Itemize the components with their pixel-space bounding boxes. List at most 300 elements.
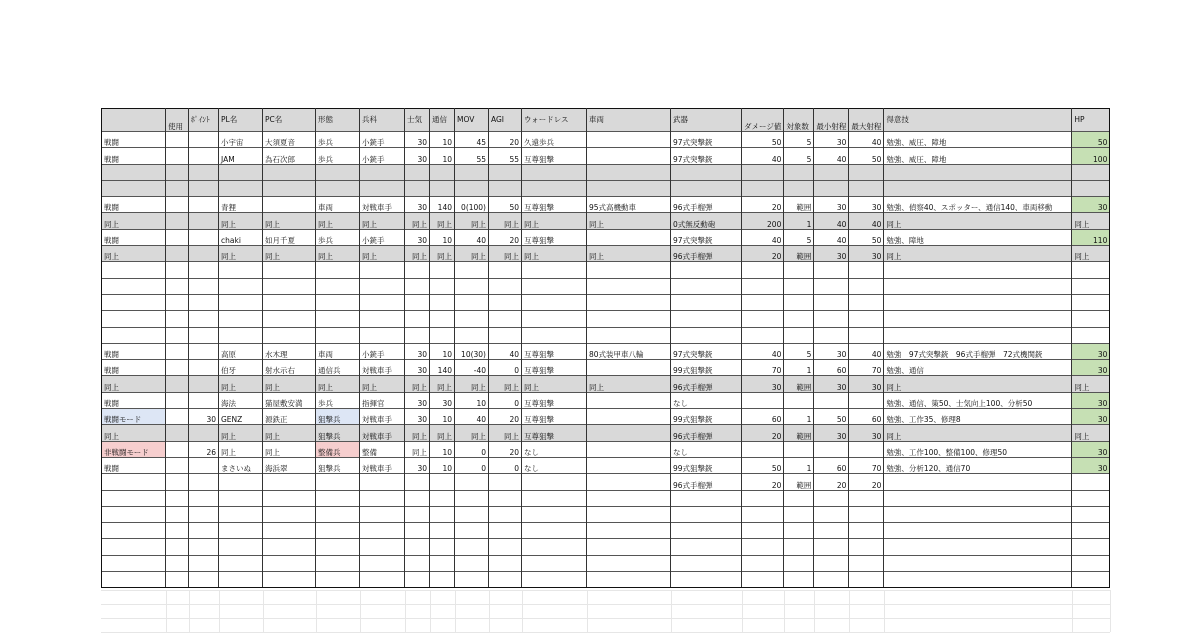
cell-damage[interactable]: ダメージ値 <box>742 109 784 132</box>
cell-agi[interactable]: 同上 <box>489 213 522 229</box>
cell-form[interactable] <box>316 327 360 343</box>
cell-mode[interactable] <box>102 311 166 327</box>
cell-comm[interactable] <box>430 180 455 196</box>
cell-comm[interactable]: 10 <box>430 229 455 245</box>
cell-mov[interactable] <box>455 539 489 555</box>
cell-wardress[interactable]: 互尊狙撃 <box>522 392 587 408</box>
cell-use[interactable] <box>166 457 189 473</box>
cell-weapon[interactable]: 96式手榴弾 <box>671 474 742 490</box>
cell-form[interactable] <box>316 506 360 522</box>
cell-max-range[interactable] <box>849 180 884 196</box>
cell-pl-name[interactable] <box>219 180 263 196</box>
cell-weapon[interactable] <box>671 180 742 196</box>
cell-max-range[interactable]: 20 <box>849 474 884 490</box>
cell-damage[interactable]: 50 <box>742 132 784 148</box>
cell-wardress[interactable] <box>522 311 587 327</box>
cell-skills[interactable]: 同上 <box>884 246 1072 262</box>
cell-damage[interactable]: 40 <box>742 229 784 245</box>
cell-form[interactable] <box>316 294 360 310</box>
cell-hp[interactable]: 30 <box>1072 457 1110 473</box>
cell-targets[interactable]: 対象数 <box>784 109 814 132</box>
cell-comm[interactable]: 通信 <box>430 109 455 132</box>
cell-hp[interactable] <box>1072 311 1110 327</box>
cell-agi[interactable]: 20 <box>489 132 522 148</box>
cell-skills[interactable]: 同上 <box>884 376 1072 392</box>
cell-pl-name[interactable]: 同上 <box>219 213 263 229</box>
cell-min-range[interactable] <box>814 278 849 294</box>
cell-mov[interactable] <box>455 180 489 196</box>
cell-mode[interactable] <box>102 490 166 506</box>
cell-min-range[interactable] <box>814 311 849 327</box>
cell-min-range[interactable] <box>814 572 849 588</box>
cell-pc-name[interactable] <box>263 327 316 343</box>
cell-pc-name[interactable]: PC名 <box>263 109 316 132</box>
cell-damage[interactable] <box>742 523 784 539</box>
cell-pc-name[interactable] <box>263 311 316 327</box>
cell-wardress[interactable] <box>522 474 587 490</box>
cell-branch[interactable] <box>360 164 405 180</box>
cell-mode[interactable]: 戦闘 <box>102 360 166 376</box>
cell-min-range[interactable] <box>814 555 849 571</box>
cell-morale[interactable]: 30 <box>405 343 430 359</box>
cell-damage[interactable] <box>742 294 784 310</box>
cell-pl-name[interactable] <box>219 539 263 555</box>
cell-branch[interactable]: 整備 <box>360 441 405 457</box>
cell-skills[interactable] <box>884 506 1072 522</box>
cell-form[interactable] <box>316 180 360 196</box>
cell-pc-name[interactable] <box>263 572 316 588</box>
cell-pc-name[interactable]: 射水示右 <box>263 360 316 376</box>
cell-max-range[interactable] <box>849 392 884 408</box>
cell-targets[interactable]: 範囲 <box>784 376 814 392</box>
cell-comm[interactable]: 同上 <box>430 425 455 441</box>
cell-wardress[interactable]: 互尊狙撃 <box>522 229 587 245</box>
cell-skills[interactable]: 得意技 <box>884 109 1072 132</box>
cell-comm[interactable]: 140 <box>430 360 455 376</box>
cell-max-range[interactable]: 70 <box>849 457 884 473</box>
cell-targets[interactable] <box>784 572 814 588</box>
cell-morale[interactable] <box>405 506 430 522</box>
cell-damage[interactable]: 40 <box>742 148 784 164</box>
cell-use[interactable] <box>166 327 189 343</box>
cell-min-range[interactable] <box>814 294 849 310</box>
cell-mov[interactable]: 0 <box>455 457 489 473</box>
cell-hp[interactable]: 100 <box>1072 148 1110 164</box>
cell-mov[interactable] <box>455 506 489 522</box>
cell-min-range[interactable] <box>814 392 849 408</box>
cell-skills[interactable] <box>884 572 1072 588</box>
cell-use[interactable] <box>166 262 189 278</box>
cell-skills[interactable] <box>884 180 1072 196</box>
cell-targets[interactable] <box>784 180 814 196</box>
cell-min-range[interactable]: 30 <box>814 376 849 392</box>
cell-skills[interactable]: 勉強、障地 <box>884 229 1072 245</box>
cell-skills[interactable]: 勉強、通信、策50、士気向上100、分析50 <box>884 392 1072 408</box>
cell-use[interactable] <box>166 132 189 148</box>
cell-min-range[interactable]: 30 <box>814 132 849 148</box>
cell-targets[interactable] <box>784 523 814 539</box>
cell-vehicle[interactable] <box>587 441 671 457</box>
cell-mov[interactable] <box>455 572 489 588</box>
cell-pl-name[interactable] <box>219 327 263 343</box>
cell-pl-name[interactable]: 同上 <box>219 425 263 441</box>
cell-use[interactable] <box>166 294 189 310</box>
cell-wardress[interactable]: 互尊狙撃 <box>522 409 587 425</box>
cell-points[interactable] <box>189 197 219 213</box>
cell-min-range[interactable] <box>814 441 849 457</box>
cell-points[interactable] <box>189 132 219 148</box>
cell-hp[interactable]: 30 <box>1072 343 1110 359</box>
cell-mode[interactable] <box>102 109 166 132</box>
cell-comm[interactable]: 10 <box>430 409 455 425</box>
cell-targets[interactable]: 範囲 <box>784 425 814 441</box>
cell-targets[interactable]: 5 <box>784 148 814 164</box>
cell-wardress[interactable] <box>522 555 587 571</box>
cell-agi[interactable]: AGI <box>489 109 522 132</box>
cell-points[interactable] <box>189 343 219 359</box>
cell-branch[interactable]: 小銃手 <box>360 148 405 164</box>
cell-form[interactable]: 通信兵 <box>316 360 360 376</box>
cell-vehicle[interactable] <box>587 392 671 408</box>
cell-pc-name[interactable] <box>263 294 316 310</box>
cell-mov[interactable] <box>455 164 489 180</box>
cell-pl-name[interactable]: 青狸 <box>219 197 263 213</box>
cell-morale[interactable] <box>405 262 430 278</box>
cell-hp[interactable] <box>1072 490 1110 506</box>
cell-min-range[interactable] <box>814 262 849 278</box>
cell-branch[interactable] <box>360 327 405 343</box>
cell-min-range[interactable]: 60 <box>814 457 849 473</box>
cell-max-range[interactable] <box>849 572 884 588</box>
cell-pl-name[interactable]: chaki <box>219 229 263 245</box>
cell-pc-name[interactable] <box>263 506 316 522</box>
cell-pc-name[interactable]: 同上 <box>263 441 316 457</box>
cell-hp[interactable]: 30 <box>1072 392 1110 408</box>
cell-wardress[interactable] <box>522 164 587 180</box>
cell-wardress[interactable]: 互尊狙撃 <box>522 148 587 164</box>
cell-vehicle[interactable] <box>587 132 671 148</box>
cell-comm[interactable] <box>430 555 455 571</box>
cell-max-range[interactable]: 30 <box>849 425 884 441</box>
cell-branch[interactable]: 同上 <box>360 246 405 262</box>
cell-wardress[interactable] <box>522 294 587 310</box>
cell-hp[interactable]: 30 <box>1072 360 1110 376</box>
cell-form[interactable] <box>316 278 360 294</box>
cell-morale[interactable] <box>405 278 430 294</box>
cell-max-range[interactable]: 30 <box>849 376 884 392</box>
cell-min-range[interactable] <box>814 506 849 522</box>
cell-agi[interactable] <box>489 539 522 555</box>
cell-agi[interactable]: 50 <box>489 197 522 213</box>
cell-form[interactable]: 同上 <box>316 213 360 229</box>
cell-morale[interactable] <box>405 490 430 506</box>
cell-wardress[interactable]: 互尊狙撃 <box>522 197 587 213</box>
cell-form[interactable] <box>316 262 360 278</box>
cell-form[interactable]: 車両 <box>316 343 360 359</box>
cell-skills[interactable]: 勉強、偵察40、スポッター、通信140、車両移動 <box>884 197 1072 213</box>
cell-morale[interactable]: 同上 <box>405 376 430 392</box>
cell-damage[interactable] <box>742 327 784 343</box>
cell-use[interactable] <box>166 523 189 539</box>
cell-points[interactable] <box>189 294 219 310</box>
cell-mov[interactable]: 同上 <box>455 425 489 441</box>
cell-morale[interactable] <box>405 539 430 555</box>
cell-form[interactable]: 歩兵 <box>316 148 360 164</box>
cell-hp[interactable]: 30 <box>1072 197 1110 213</box>
cell-morale[interactable] <box>405 555 430 571</box>
cell-min-range[interactable] <box>814 490 849 506</box>
cell-max-range[interactable]: 70 <box>849 360 884 376</box>
cell-hp[interactable] <box>1072 539 1110 555</box>
cell-branch[interactable]: 同上 <box>360 376 405 392</box>
cell-weapon[interactable] <box>671 327 742 343</box>
cell-points[interactable] <box>189 180 219 196</box>
cell-points[interactable] <box>189 278 219 294</box>
cell-agi[interactable]: 20 <box>489 229 522 245</box>
cell-weapon[interactable] <box>671 490 742 506</box>
cell-pc-name[interactable]: 海浜翠 <box>263 457 316 473</box>
cell-vehicle[interactable] <box>587 311 671 327</box>
cell-wardress[interactable] <box>522 506 587 522</box>
cell-pl-name[interactable] <box>219 474 263 490</box>
cell-comm[interactable]: 10 <box>430 441 455 457</box>
cell-morale[interactable]: 30 <box>405 360 430 376</box>
cell-wardress[interactable] <box>522 572 587 588</box>
cell-use[interactable] <box>166 278 189 294</box>
cell-agi[interactable] <box>489 523 522 539</box>
cell-targets[interactable] <box>784 327 814 343</box>
cell-agi[interactable]: 同上 <box>489 376 522 392</box>
cell-pc-name[interactable] <box>263 523 316 539</box>
cell-weapon[interactable]: 97式突撃銃 <box>671 148 742 164</box>
cell-mov[interactable] <box>455 262 489 278</box>
cell-form[interactable]: 歩兵 <box>316 229 360 245</box>
cell-pl-name[interactable]: 同上 <box>219 441 263 457</box>
cell-pc-name[interactable]: 同上 <box>263 425 316 441</box>
cell-pl-name[interactable] <box>219 506 263 522</box>
cell-comm[interactable] <box>430 164 455 180</box>
cell-mode[interactable]: 同上 <box>102 425 166 441</box>
cell-morale[interactable] <box>405 523 430 539</box>
cell-branch[interactable]: 対戦車手 <box>360 360 405 376</box>
cell-form[interactable]: 車両 <box>316 197 360 213</box>
cell-form[interactable] <box>316 555 360 571</box>
cell-max-range[interactable] <box>849 490 884 506</box>
cell-vehicle[interactable] <box>587 360 671 376</box>
cell-pl-name[interactable]: PL名 <box>219 109 263 132</box>
cell-agi[interactable] <box>489 490 522 506</box>
cell-pc-name[interactable] <box>263 197 316 213</box>
cell-weapon[interactable]: 97式突撃銃 <box>671 343 742 359</box>
cell-use[interactable] <box>166 392 189 408</box>
cell-hp[interactable]: 50 <box>1072 132 1110 148</box>
cell-points[interactable] <box>189 164 219 180</box>
cell-weapon[interactable]: 武器 <box>671 109 742 132</box>
cell-max-range[interactable] <box>849 164 884 180</box>
cell-weapon[interactable] <box>671 539 742 555</box>
cell-mode[interactable]: 戦闘 <box>102 229 166 245</box>
cell-mov[interactable]: 40 <box>455 409 489 425</box>
cell-use[interactable] <box>166 360 189 376</box>
cell-damage[interactable] <box>742 262 784 278</box>
cell-max-range[interactable] <box>849 506 884 522</box>
cell-targets[interactable]: 範囲 <box>784 246 814 262</box>
cell-wardress[interactable]: 同上 <box>522 213 587 229</box>
cell-points[interactable] <box>189 262 219 278</box>
cell-points[interactable]: ﾎﾟｲﾝﾄ <box>189 109 219 132</box>
cell-vehicle[interactable] <box>587 523 671 539</box>
cell-comm[interactable]: 10 <box>430 457 455 473</box>
cell-agi[interactable] <box>489 506 522 522</box>
cell-wardress[interactable]: 久遠歩兵 <box>522 132 587 148</box>
cell-points[interactable] <box>189 229 219 245</box>
cell-form[interactable]: 同上 <box>316 246 360 262</box>
cell-hp[interactable]: 110 <box>1072 229 1110 245</box>
cell-skills[interactable] <box>884 327 1072 343</box>
cell-damage[interactable] <box>742 572 784 588</box>
cell-morale[interactable]: 30 <box>405 392 430 408</box>
cell-mode[interactable] <box>102 164 166 180</box>
cell-vehicle[interactable]: 同上 <box>587 213 671 229</box>
cell-pl-name[interactable] <box>219 164 263 180</box>
cell-mode[interactable] <box>102 474 166 490</box>
cell-min-range[interactable]: 30 <box>814 425 849 441</box>
cell-hp[interactable] <box>1072 262 1110 278</box>
cell-agi[interactable]: 同上 <box>489 425 522 441</box>
cell-pc-name[interactable] <box>263 278 316 294</box>
cell-skills[interactable] <box>884 474 1072 490</box>
cell-weapon[interactable]: 96式手榴弾 <box>671 376 742 392</box>
cell-mode[interactable] <box>102 523 166 539</box>
cell-pl-name[interactable] <box>219 294 263 310</box>
cell-points[interactable] <box>189 392 219 408</box>
cell-agi[interactable] <box>489 474 522 490</box>
cell-damage[interactable]: 20 <box>742 425 784 441</box>
cell-comm[interactable] <box>430 278 455 294</box>
cell-mov[interactable]: MOV <box>455 109 489 132</box>
cell-points[interactable] <box>189 311 219 327</box>
cell-mode[interactable]: 同上 <box>102 213 166 229</box>
cell-mode[interactable]: 戦闘 <box>102 343 166 359</box>
cell-targets[interactable] <box>784 262 814 278</box>
cell-skills[interactable]: 勉強、工作35、修理8 <box>884 409 1072 425</box>
cell-hp[interactable] <box>1072 474 1110 490</box>
cell-vehicle[interactable] <box>587 327 671 343</box>
cell-weapon[interactable] <box>671 555 742 571</box>
cell-min-range[interactable]: 60 <box>814 360 849 376</box>
cell-skills[interactable] <box>884 539 1072 555</box>
cell-max-range[interactable]: 30 <box>849 246 884 262</box>
cell-agi[interactable] <box>489 180 522 196</box>
cell-damage[interactable]: 70 <box>742 360 784 376</box>
cell-mov[interactable]: 同上 <box>455 246 489 262</box>
cell-use[interactable] <box>166 229 189 245</box>
cell-form[interactable] <box>316 474 360 490</box>
cell-max-range[interactable]: 最大射程 <box>849 109 884 132</box>
cell-mov[interactable]: 同上 <box>455 213 489 229</box>
cell-pl-name[interactable] <box>219 262 263 278</box>
cell-weapon[interactable]: なし <box>671 441 742 457</box>
cell-vehicle[interactable] <box>587 425 671 441</box>
cell-pl-name[interactable]: まさいぬ <box>219 457 263 473</box>
cell-form[interactable]: 狙撃兵 <box>316 409 360 425</box>
cell-points[interactable] <box>189 148 219 164</box>
cell-mov[interactable]: -40 <box>455 360 489 376</box>
cell-skills[interactable]: 勉強 97式突撃銃 96式手榴弾 72式機関銃 <box>884 343 1072 359</box>
cell-skills[interactable] <box>884 294 1072 310</box>
cell-weapon[interactable] <box>671 262 742 278</box>
cell-skills[interactable]: 勉強、工作100、整備100、修理50 <box>884 441 1072 457</box>
cell-hp[interactable]: 同上 <box>1072 376 1110 392</box>
cell-pc-name[interactable]: 源鉄正 <box>263 409 316 425</box>
cell-branch[interactable] <box>360 294 405 310</box>
cell-use[interactable] <box>166 441 189 457</box>
cell-min-range[interactable]: 最小射程 <box>814 109 849 132</box>
cell-agi[interactable] <box>489 311 522 327</box>
cell-damage[interactable] <box>742 180 784 196</box>
cell-hp[interactable]: 同上 <box>1072 213 1110 229</box>
cell-branch[interactable] <box>360 523 405 539</box>
cell-branch[interactable]: 対戦車手 <box>360 197 405 213</box>
cell-comm[interactable] <box>430 294 455 310</box>
cell-branch[interactable] <box>360 278 405 294</box>
cell-points[interactable] <box>189 246 219 262</box>
cell-pl-name[interactable]: 海法 <box>219 392 263 408</box>
cell-vehicle[interactable]: 同上 <box>587 376 671 392</box>
cell-max-range[interactable] <box>849 327 884 343</box>
cell-comm[interactable] <box>430 327 455 343</box>
cell-use[interactable] <box>166 474 189 490</box>
cell-weapon[interactable] <box>671 506 742 522</box>
cell-wardress[interactable]: ウォードレス <box>522 109 587 132</box>
cell-max-range[interactable] <box>849 539 884 555</box>
cell-use[interactable] <box>166 213 189 229</box>
cell-vehicle[interactable]: 車両 <box>587 109 671 132</box>
cell-targets[interactable] <box>784 311 814 327</box>
cell-form[interactable]: 狙撃兵 <box>316 457 360 473</box>
cell-pl-name[interactable]: 同上 <box>219 246 263 262</box>
cell-comm[interactable] <box>430 311 455 327</box>
cell-weapon[interactable]: 96式手榴弾 <box>671 246 742 262</box>
cell-points[interactable] <box>189 327 219 343</box>
cell-branch[interactable]: 小銃手 <box>360 343 405 359</box>
cell-mov[interactable] <box>455 278 489 294</box>
cell-points[interactable] <box>189 376 219 392</box>
cell-branch[interactable] <box>360 555 405 571</box>
cell-skills[interactable] <box>884 490 1072 506</box>
cell-vehicle[interactable] <box>587 474 671 490</box>
cell-pc-name[interactable] <box>263 474 316 490</box>
cell-pl-name[interactable]: 同上 <box>219 376 263 392</box>
cell-min-range[interactable]: 40 <box>814 229 849 245</box>
cell-wardress[interactable] <box>522 539 587 555</box>
cell-targets[interactable]: 5 <box>784 132 814 148</box>
cell-mov[interactable]: 10 <box>455 392 489 408</box>
cell-damage[interactable]: 20 <box>742 197 784 213</box>
cell-pl-name[interactable] <box>219 490 263 506</box>
cell-mov[interactable] <box>455 327 489 343</box>
cell-mode[interactable]: 戦闘 <box>102 392 166 408</box>
cell-branch[interactable]: 小銃手 <box>360 229 405 245</box>
cell-weapon[interactable] <box>671 523 742 539</box>
cell-max-range[interactable]: 50 <box>849 229 884 245</box>
cell-skills[interactable]: 勉強、分析120、通信70 <box>884 457 1072 473</box>
cell-form[interactable] <box>316 490 360 506</box>
cell-wardress[interactable]: 互尊狙撃 <box>522 360 587 376</box>
cell-pl-name[interactable]: 伯牙 <box>219 360 263 376</box>
cell-max-range[interactable] <box>849 523 884 539</box>
cell-morale[interactable]: 30 <box>405 197 430 213</box>
